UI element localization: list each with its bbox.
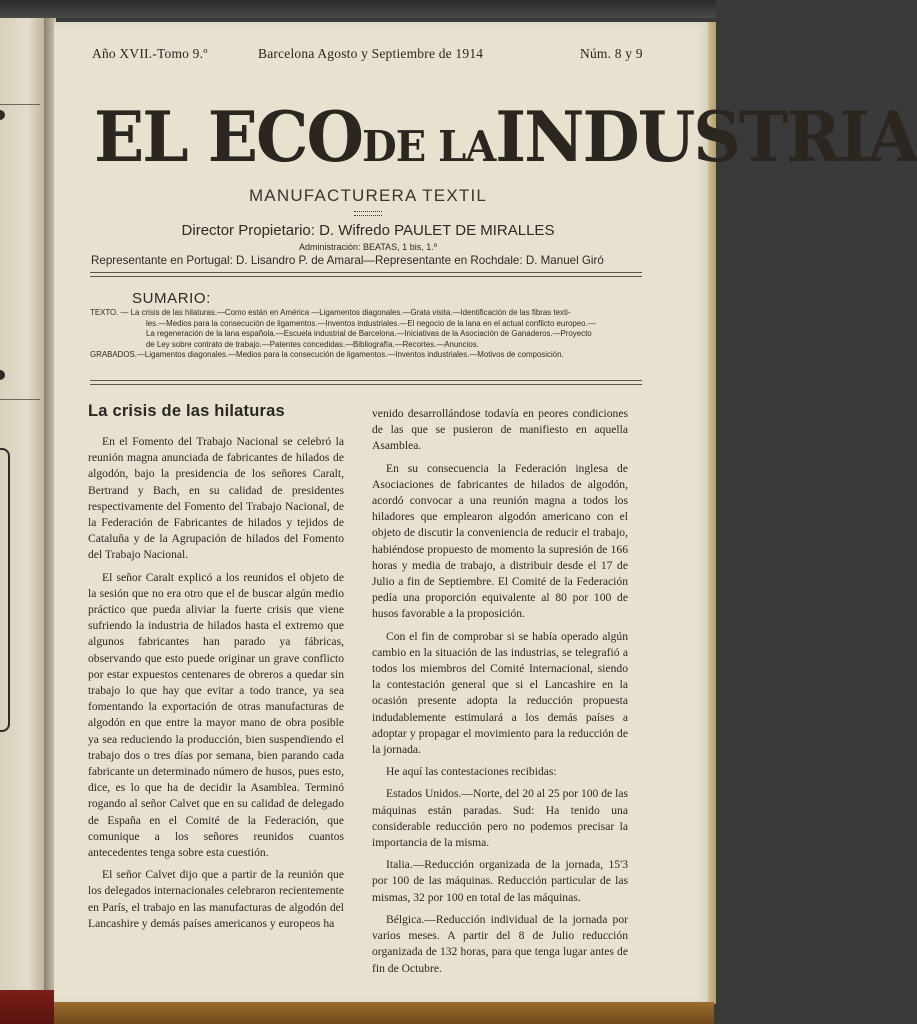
place-date: Barcelona Agosto y Septiembre de 1914 (258, 46, 484, 61)
book-cover-bottom (54, 1002, 714, 1024)
sumario-list (90, 308, 650, 361)
book-spine-red (0, 990, 60, 1024)
article-paragraph: venido desarrollándose todavía en peores condiciones de las que se pusieron de manifiesto en aquella Asamblea. (372, 407, 628, 453)
representatives-line: Representante en Portugal: D. Lisandro P. de Amaral—Representante en Rochdale: D. Manuel Giró (91, 254, 604, 267)
article-column-left (88, 400, 344, 938)
sumario-title: SUMARIO: (132, 290, 211, 307)
article-paragraph: El señor Caralt explicó a los reunidos el objeto de la sesión que no era otro que el de buscar algún medio práctico que pueda aliviar la fuerte crisis que viene sufriendo la industria de hilados hasta el extremo que algunos fabricantes han parado ya fábricas, observando que esto puede originar un grave conflicto por estar expuestos centenares de obreros a quedar sin trabajo lo que hay que evitar a todo trance, ya sea fomentando la exportación de otras manufacturas de algodón en que entre la mayor mano de obra posible ya sea reduciendo la producción, bien suspendiendo el trabajo dos o tres días por semana, bien parando cada fabricante un determinado número de husos, pues esto, dice, es lo que ha de decidir la Asamblea. Terminó rogando al señor Calvet que en su calidad de delegado de España en el Comité de la Federación, que comunique a los señores reunidos cuantos antecedentes tenga sobre esta cuestión. (88, 570, 344, 860)
article-title: La crisis de las hilaturas (88, 402, 285, 420)
masthead-part3: INDUSTRIA (495, 96, 917, 178)
facing-page-rule (0, 399, 40, 400)
sumario-line: TEXTO. — La crisis de las hilaturas.—Como están en América —Ligamentos diagonales.—Grata visita.—Identificación de las fibras texti- (90, 308, 571, 317)
sumario-divider (90, 380, 642, 385)
header-divider (90, 272, 642, 277)
article-paragraph: Con el fin de comprobar si se había operado algún cambio en la situación de las industrias, se telegrafió a todos los miembros del Comité Internacional, siendo la contestación general que si el Lancashire en la ocasión presente adopta la reducción propuesta indudablemente estimulará a los demás países a adoptar y propagar el movimiento para la reducción de la jornada. (372, 629, 628, 757)
article-paragraph: En su consecuencia la Federación inglesa de Asociaciones de fabricantes de hilados de algodón, acordó convocar a una reunión magna a todos los hiladores que emplearon algodón americano con el objeto de discutir la conveniencia de reducir el trabajo, habiéndose propuesto de momento la supresión de 166 horas y media de trabajo, a distribuir desde el 17 de Julio a fin de Septiembre. El Comité de la Federación pedía una proporción equivalente al 80 por 100 de husos favorable a la proposición. (372, 461, 628, 621)
article-paragraph: Estados Unidos.—Norte, del 20 al 25 por 100 de las máquinas están paradas. Sud: Ha tenido una considerable reducción pero no podemos precisar la importancia de la misma. (372, 787, 628, 850)
administration-line: Administración: BEATAS, 1 bis, 1.º (298, 242, 437, 252)
article-paragraph: He aquí las contestaciones recibidas: (386, 765, 557, 779)
director-line: Director Propietario: D. Wifredo PAULET DE MIRALLES (181, 222, 555, 239)
sumario-line: les.—Medios para la consecución de ligamentos.—Inventos industriales.—El negocio de la lana en el actual conflicto europeo.— (146, 318, 596, 328)
sumario-line: de Ley sobre contrato de trabajo.—Patentes concedidas.—Bibliografía.—Recortes.—Anuncios. (146, 339, 479, 349)
article-paragraph: En el Fomento del Trabajo Nacional se celebró la reunión magna anunciada de fabricantes de hilados de algodón, bajo la presidencia de los señores Caralt, Bertrand y Bach, en su calidad de presidentes respectivamente del Fomento del Trabajo Nacional, de la Federación de Fabricantes de hilados y tejidos de Cataluña y de la Agrupación de hilados del Fomento del Trabajo Nacional. (88, 435, 344, 562)
masthead-part2: DE LA (362, 122, 496, 172)
issue-header (92, 46, 642, 66)
volume-label: Año XVII.-Tomo 9.º (92, 46, 208, 61)
sumario-line: La regeneración de la lana española.—Escuela industrial de Barcelona.—Iniciativas de la Asociación de Ganaderos.—Proyecto (146, 329, 592, 338)
issue-number: Núm. 8 y 9 (580, 46, 643, 61)
facing-page-rule (0, 104, 40, 105)
article-paragraph: Italia.—Reducción organizada de la jornada, 15'3 por 100 de las máquinas. Reducción particular de las mismas, 32 por 100 en total de las máquinas. (372, 858, 628, 904)
sumario-line: GRABADOS.—Ligamentos diagonales.—Medios para la consecución de ligamentos.—Inventos industriales.—Motivos de composición. (90, 350, 564, 359)
facing-page-ornament (0, 370, 5, 380)
masthead-subtitle: MANUFACTURERA TEXTIL (248, 186, 488, 205)
subtitle-ornament (354, 211, 382, 216)
masthead-part1: EL ECO (94, 96, 363, 178)
article-paragraph: El señor Calvet dijo que a partir de la reunión que los delegados internacionales celebraron recientemente en París, el trabajo en las manufacturas de algodón del Lancashire y demás países americanos y europeos ha (88, 868, 344, 930)
masthead-title (94, 90, 917, 185)
facing-page-ornament (0, 110, 5, 120)
article-column-right (372, 406, 628, 983)
facing-page (0, 18, 46, 1024)
facing-page-bracket (0, 448, 10, 732)
article-paragraph: Bélgica.—Reducción individual de la jornada por varios meses. A partir del 8 de Julio reducción organizada de 132 horas, para que tenga lugar antes de fin de Octubre. (372, 912, 628, 975)
book-binding-top (0, 0, 731, 18)
